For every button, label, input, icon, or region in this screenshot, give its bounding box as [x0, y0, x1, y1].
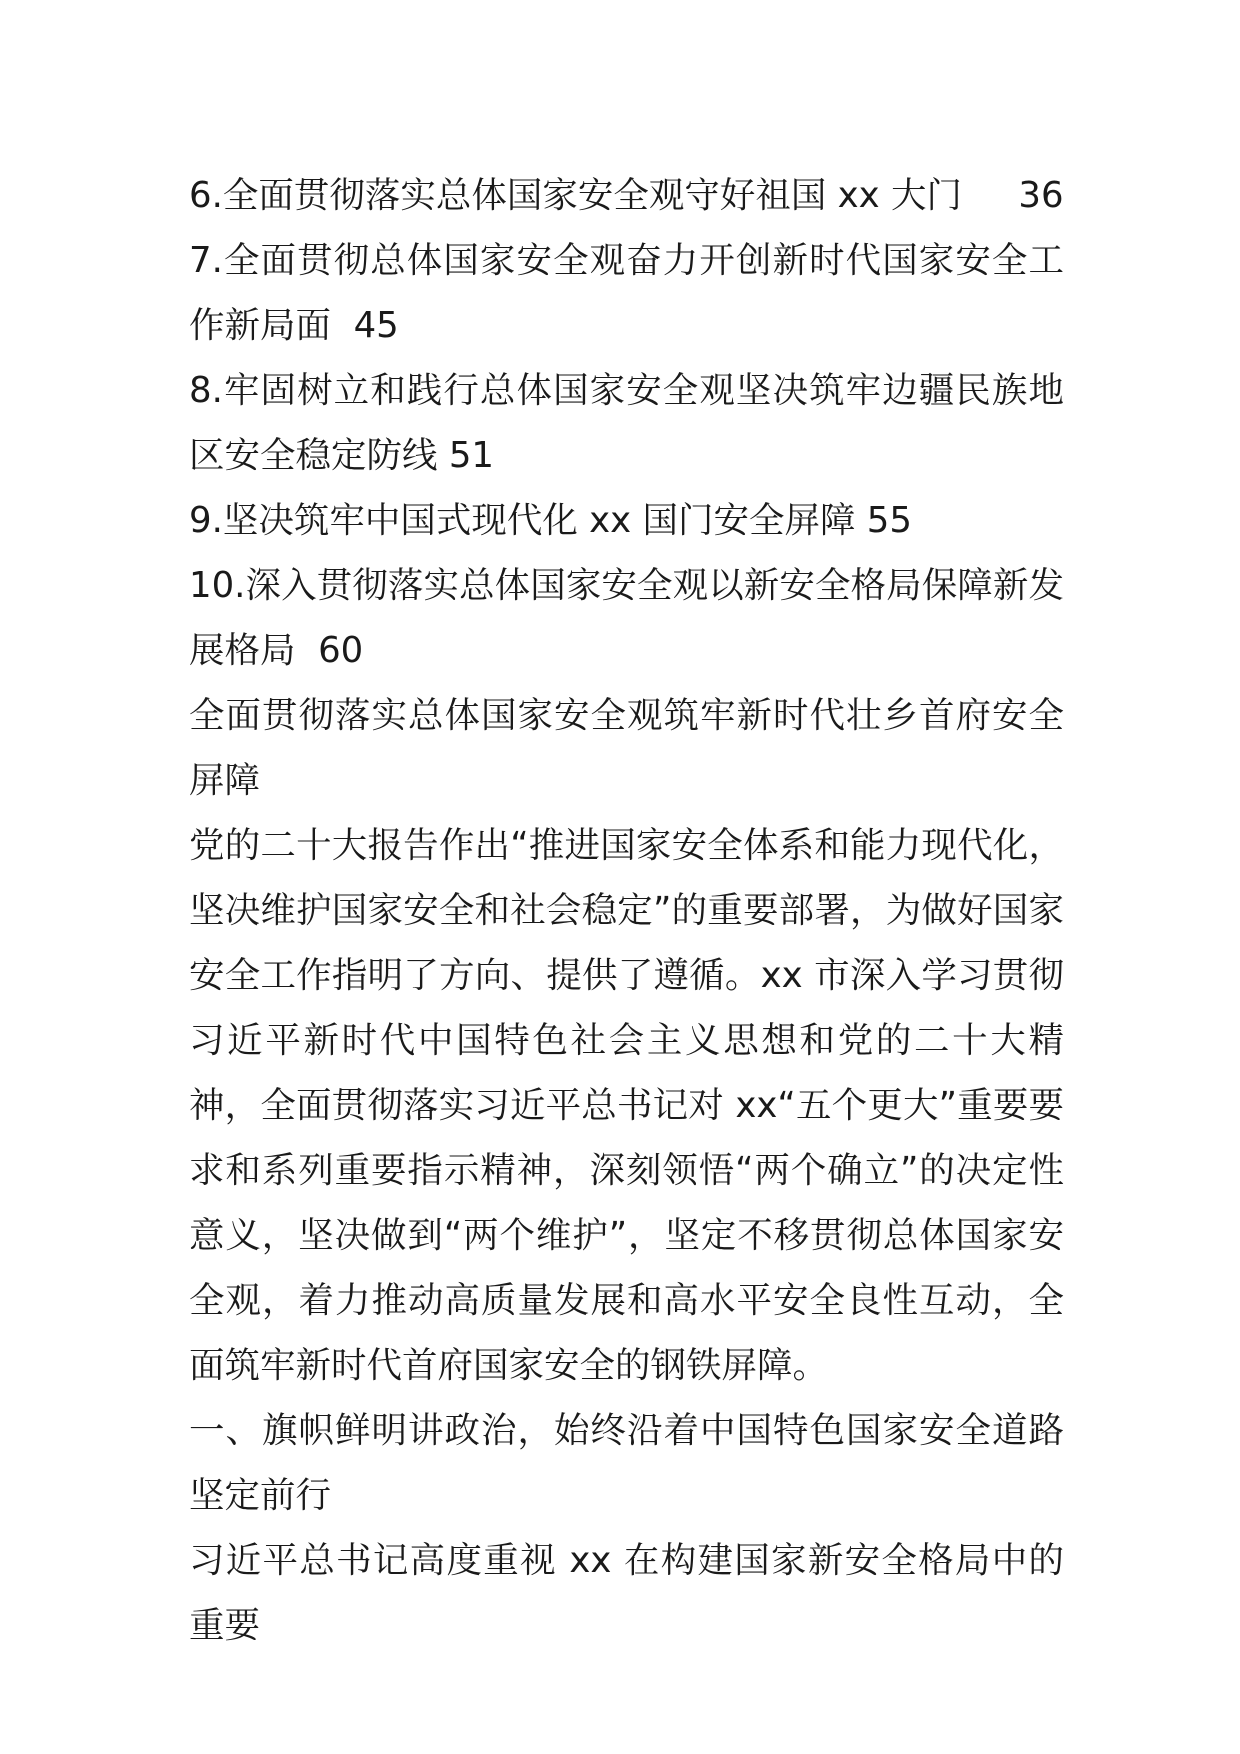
toc-entry-page-number: 60 [318, 630, 364, 671]
toc-entry-page-number: 51 [448, 435, 494, 476]
document-body [189, 163, 1064, 1658]
toc-entry-page-number: 36 [1018, 175, 1064, 216]
toc-entry[interactable] [189, 228, 1064, 358]
toc-entry[interactable] [189, 488, 1064, 553]
article-intro-paragraph: 党的二十大报告作出“推进国家安全体系和能力现代化，坚决维护国家安全和社会稳定”的重要部署，为做好国家安全工作指明了方向、提供了遵循。xx 市深入学习贯彻习近平新时代中国特色社会主义思想和党的二十大精神，全面贯彻落实习近平总书记对 xx“五个更大”重要要求和系列重要指示精神，深刻领悟“两个确立”的决定性意义，坚决做到“两个维护”，坚定不移贯彻总体国家安全观，着力推动高质量发展和高水平安全良性互动，全面筑牢新时代首府国家安全的钢铁屏障。 [189, 825, 1064, 1386]
toc-entry[interactable] [189, 163, 1064, 228]
toc-entry[interactable] [189, 553, 1064, 683]
toc-entry-title: 6.全面贯彻落实总体国家安全观守好祖国 xx 大门 [189, 175, 962, 216]
toc-entry-gap [331, 305, 354, 346]
section-heading: 一、旗帜鲜明讲政治，始终沿着中国特色国家安全道路坚定前行 [189, 1410, 1064, 1516]
toc-entry-title: 8.牢固树立和践行总体国家安全观坚决筑牢边疆民族地区安全稳定防线 [189, 370, 1064, 476]
toc-entry-page-number: 45 [353, 305, 399, 346]
toc-entry-title: 7.全面贯彻总体国家安全观奋力开创新时代国家安全工作新局面 [189, 240, 1064, 346]
toc-entry-title: 10.深入贯彻落实总体国家安全观以新安全格局保障新发展格局 [189, 565, 1064, 671]
toc-entry-gap [962, 175, 1018, 216]
toc-entry-page-number: 55 [866, 500, 912, 541]
article-title: 全面贯彻落实总体国家安全观筑牢新时代壮乡首府安全屏障 [189, 695, 1064, 801]
toc-entry-gap [296, 630, 319, 671]
toc-entry[interactable] [189, 358, 1064, 488]
toc-entry-gap [438, 435, 449, 476]
toc-entry-gap [855, 500, 866, 541]
section-paragraph: 习近平总书记高度重视 xx 在构建国家新安全格局中的重要 [189, 1540, 1064, 1646]
toc-entry-title: 9.坚决筑牢中国式现代化 xx 国门安全屏障 [189, 500, 856, 541]
